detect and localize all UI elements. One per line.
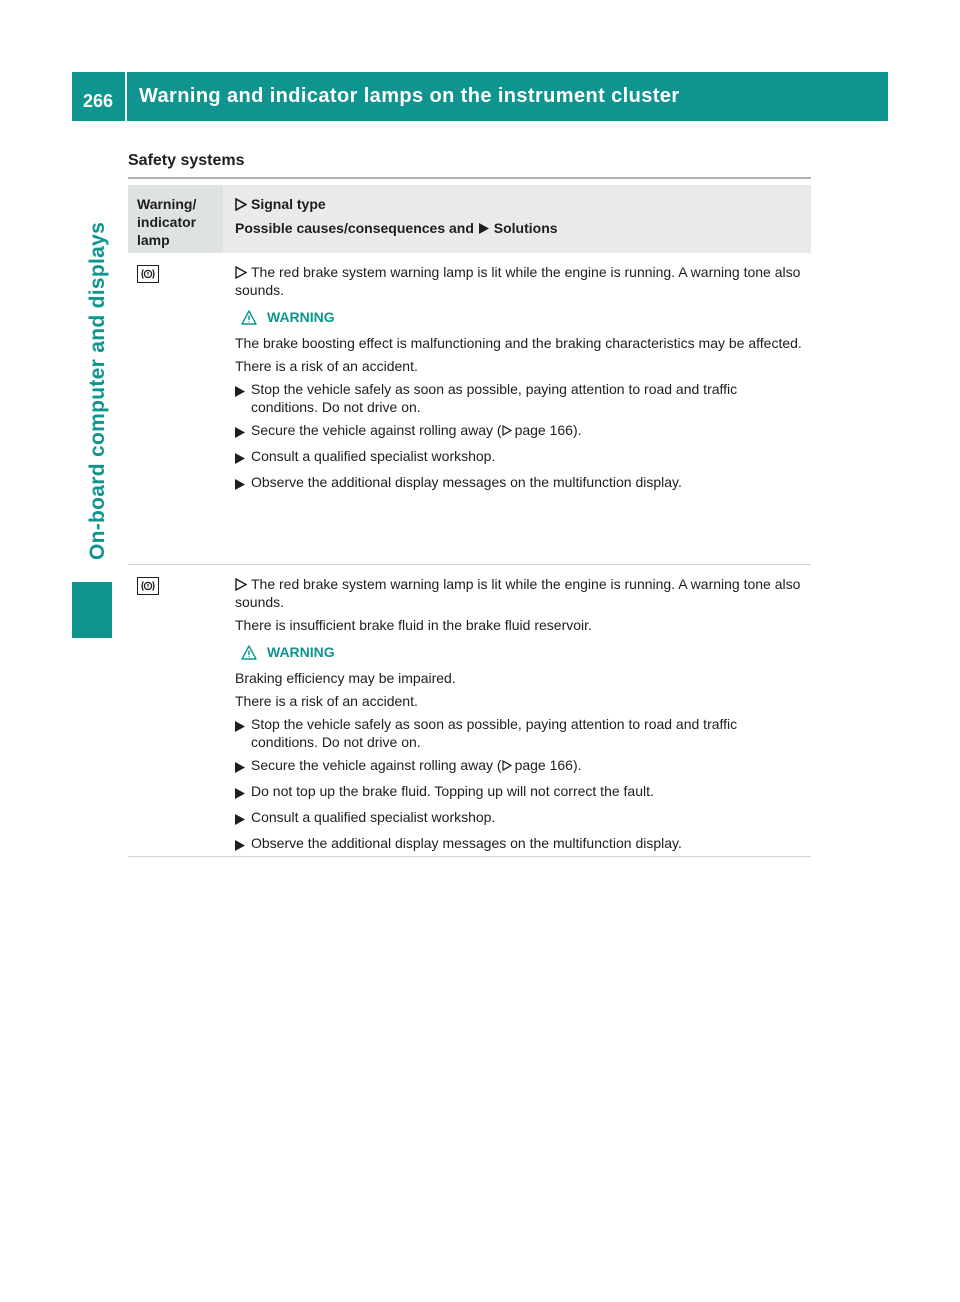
- section-divider: [128, 177, 811, 179]
- side-tab-label: On-board computer and displays: [86, 221, 109, 560]
- signal-description: The red brake system warning lamp is lit while the engine is running. A warning tone also sounds.: [235, 264, 801, 298]
- action-arrow-icon: [235, 453, 245, 464]
- header-lamp-column: Warning/ indicator lamp: [128, 185, 223, 253]
- warning-triangle-icon: [241, 310, 257, 325]
- warning-heading: WARNING: [235, 308, 807, 326]
- page-title: Warning and indicator lamps on the instrument cluster: [139, 85, 680, 107]
- warning-heading: WARNING: [235, 643, 807, 661]
- warning-lamp-table: [128, 185, 811, 857]
- header-causes-label: Possible causes/consequences and: [235, 220, 474, 236]
- page-header: [72, 72, 888, 121]
- action-arrow-icon: [235, 788, 245, 799]
- solution-step: Observe the additional display messages on the multifunction display.: [235, 834, 807, 855]
- page-reference-link[interactable]: page 166).: [514, 422, 582, 438]
- signal-triangle-icon: [235, 198, 247, 211]
- signal-triangle-icon: [235, 266, 247, 279]
- page-reference-icon: [502, 760, 512, 771]
- action-arrow-icon: [235, 427, 245, 438]
- solution-step: Stop the vehicle safely as soon as possible, paying attention to road and traffic conditions. Do not drive on.: [235, 380, 807, 416]
- table-row: [128, 565, 811, 857]
- brake-warning-icon: [137, 265, 159, 283]
- warning-text: The brake boosting effect is malfunctioning and the braking characteristics may be affected.: [235, 335, 802, 351]
- section-title: Safety systems: [128, 152, 245, 169]
- header-signal-label: Signal type: [251, 196, 326, 212]
- brake-warning-icon: [137, 577, 159, 595]
- warning-text: There is a risk of an accident.: [235, 693, 418, 709]
- page-number: 266: [72, 72, 127, 121]
- signal-description: The red brake system warning lamp is lit while the engine is running. A warning tone also sounds.: [235, 576, 801, 610]
- action-arrow-icon: [235, 479, 245, 490]
- table-row: [128, 253, 811, 565]
- solution-step: Stop the vehicle safely as soon as possible, paying attention to road and traffic conditions. Do not drive on.: [235, 715, 807, 751]
- solution-step: Do not top up the brake fluid. Topping up will not correct the fault.: [235, 782, 807, 803]
- solution-step: Observe the additional display messages on the multifunction display.: [235, 473, 807, 494]
- page-reference-link[interactable]: page 166).: [514, 757, 582, 773]
- action-arrow-icon: [478, 222, 490, 235]
- warning-text: Braking efficiency may be impaired.: [235, 670, 456, 686]
- solution-step: Consult a qualified specialist workshop.: [235, 808, 807, 829]
- action-arrow-icon: [235, 814, 245, 825]
- table-header: [128, 185, 811, 253]
- action-arrow-icon: [235, 386, 245, 397]
- signal-triangle-icon: [235, 578, 247, 591]
- warning-text: There is a risk of an accident.: [235, 358, 418, 374]
- side-tab-marker: [72, 582, 112, 638]
- signal-extra: There is insufficient brake fluid in the brake fluid reservoir.: [235, 617, 592, 633]
- page-reference-icon: [502, 425, 512, 436]
- warning-triangle-icon: [241, 645, 257, 660]
- action-arrow-icon: [235, 762, 245, 773]
- solution-step: Consult a qualified specialist workshop.: [235, 447, 807, 468]
- solution-step: Secure the vehicle against rolling away ( page 166).: [235, 756, 807, 777]
- solution-step: Secure the vehicle against rolling away ( page 166).: [235, 421, 807, 442]
- action-arrow-icon: [235, 840, 245, 851]
- header-solutions-label: Solutions: [493, 220, 558, 236]
- action-arrow-icon: [235, 721, 245, 732]
- header-signal-column: [223, 185, 811, 253]
